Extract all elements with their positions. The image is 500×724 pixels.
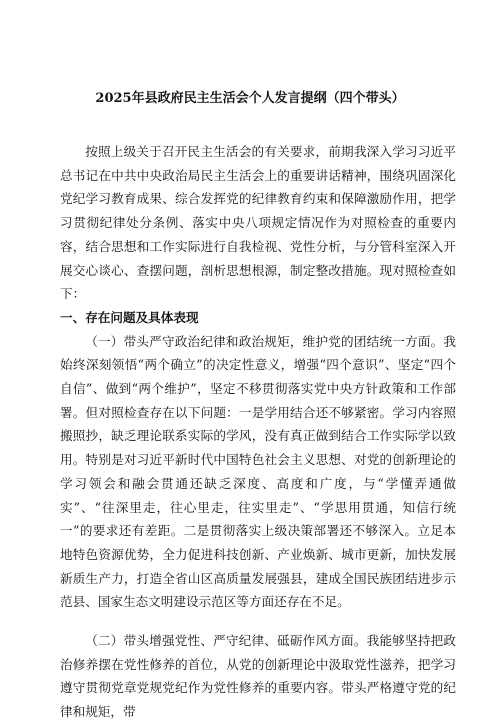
section-heading: 一、存在问题及具体表现 [60,309,199,325]
document-body [60,140,456,724]
document-title: 2025年县政府民主生活会个人发言提纲（四个带头） [95,91,405,106]
intro-paragraph: 按照上级关于召开民主生活会的有关要求，前期我深入学习习近平总书记在中共中央政治局民主生活会上的重要讲话精神，围绕巩固深化党纪学习教育成果、综合发挥党的纪律教育约束和保障激励作用，把学习贯彻纪律处分条例、落实中央八项规定情况作为对照检查的重要内容，结合思想和工作实际进行自我检视、党性分析，与分管科室深入开展交心谈心、查摆问题，剖析思想根源，制定整改措施。现对照检查如下： [60,144,456,302]
paragraph-political-discipline: （一）带头严守政治纪律和政治规矩，维护党的团结统一方面。我始终深刻领悟“两个确立”的决定性意义，增强“四个意识”、坚定“四个自信”、做到“两个维护”，坚定不移贯彻落实党中央方针政策和工作部署。但对照检查存在以下问题：一是学用结合还不够紧密。学习内容照搬照抄，缺乏理论联系实际的学风，没有真正做到结合工作实际学以致用。特别是对习近平新时代中国特色社会主义思想、对党的创新理论的学习领会和融会贯通还缺乏深度、高度和广度，与“学懂弄通做实”、“往深里走，往心里走，往实里走”、“学思用贯通，知信行统一”的要求还有差距。二是贯彻落实上级决策部署还不够深入。立足本地特色资源优势，全力促进科技创新、产业焕新、城市更新，加快发展新质生产力，打造全省山区高质量发展强县，建成全国民族团结进步示范县、国家生态文明建设示范区等方面还存在不足。 [60,333,456,610]
paragraph-party-spirit: （二）带头增强党性、严守纪律、砥砺作风方面。我能够坚持把政治修养摆在党性修养的首位，从党的创新理论中汲取党性滋养，把学习遵守贯彻党章党规党纪作为党性修养的重要内容。带头严格遵守党的纪律和规矩，带 [60,633,456,720]
